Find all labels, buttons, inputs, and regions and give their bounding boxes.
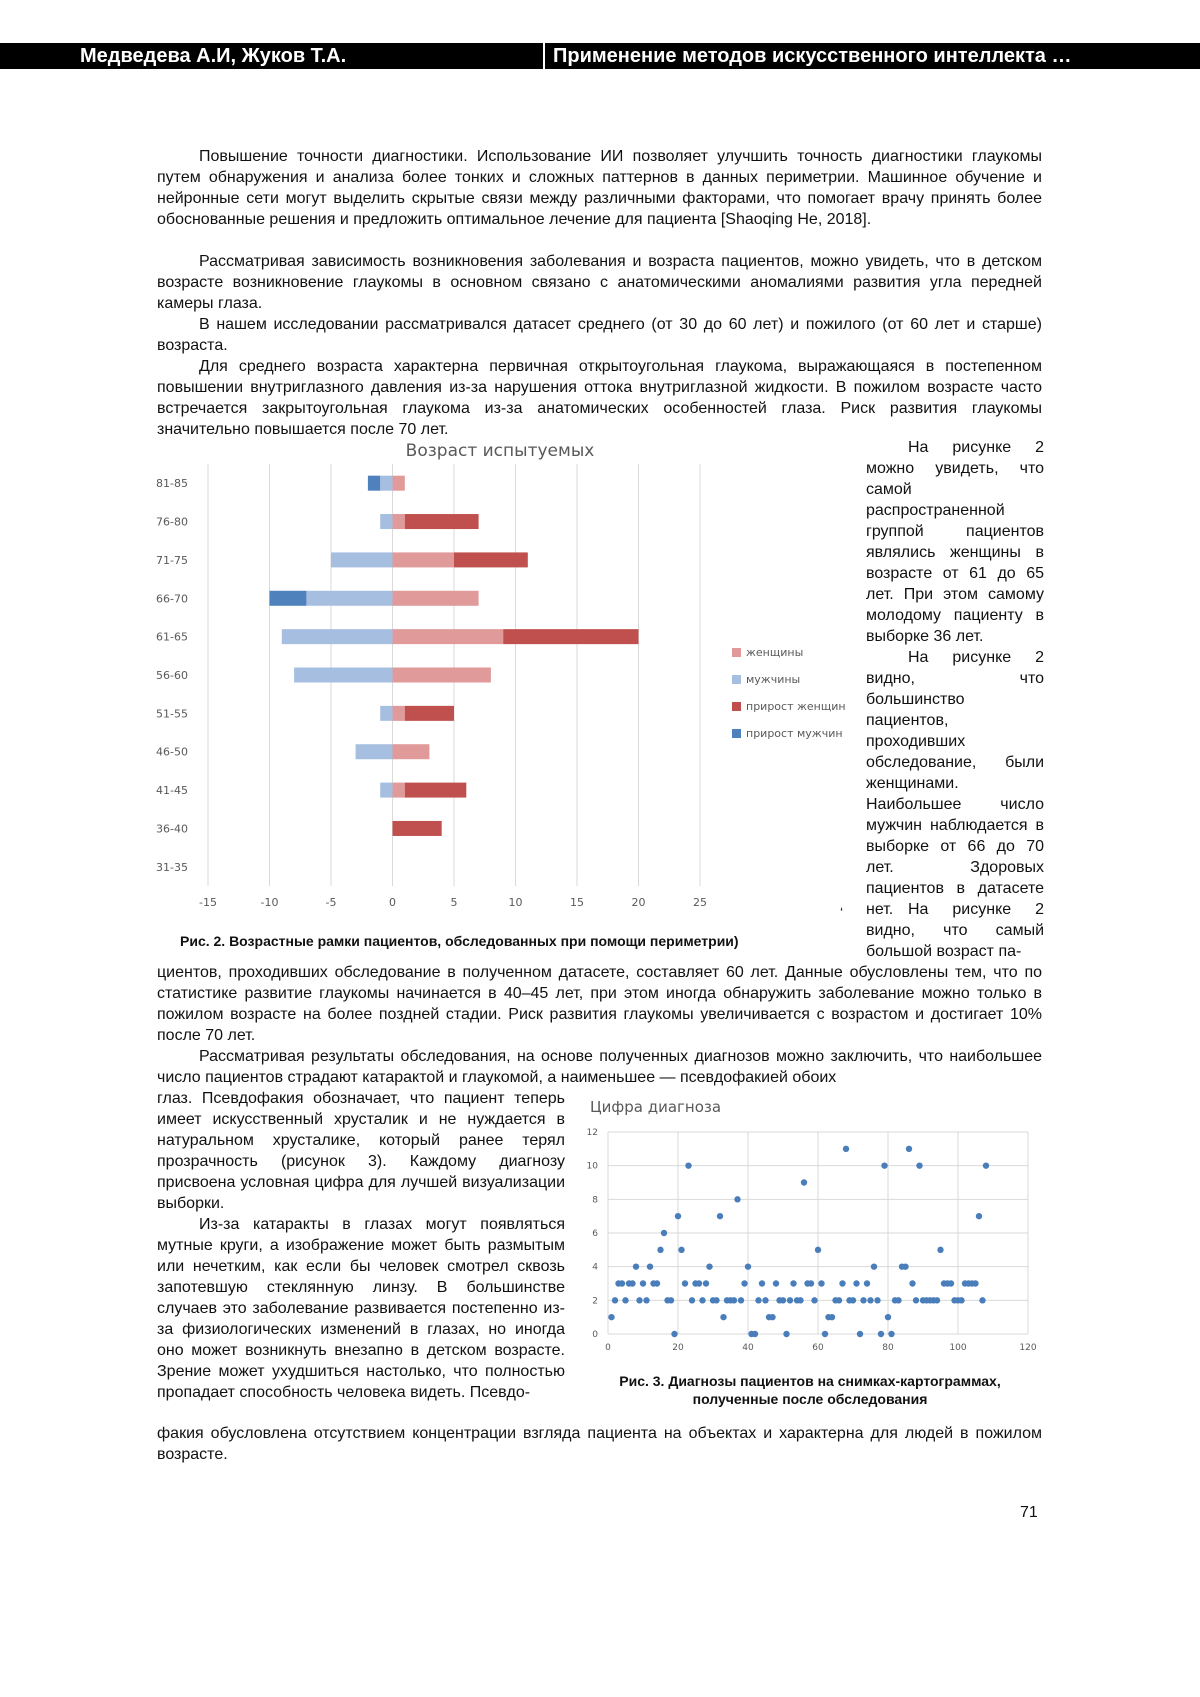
bar-66-70 [270, 591, 307, 606]
data-point [682, 1280, 688, 1286]
paragraph-age-max: циентов, проходивших обследование в полученном датасете, составляет 60 лет. Данные обусловлены тем, что по статистике развитие глаукомы начинается в 40–45 лет, при этом иногда обнаружить заболевание можно только в пожилом возрасте на более поздней стадии. Риск развития глаукомы увеличивается с возрастом и достигает 10% после 70 лет. [157, 962, 1042, 1046]
paragraph-pseudophakia: глаз. Псевдофакия обозначает, что пациент теперь имеет искусственный хрусталик и не нуждается в натуральном хрусталике, который ранее терял прозрачность (рисунок 3). Каждому диагнозу присвоена условная цифра для лучшей визуализации выборки. [157, 1088, 565, 1214]
data-point [689, 1297, 695, 1303]
data-point [640, 1280, 646, 1286]
data-point [934, 1297, 940, 1303]
data-point [881, 1162, 887, 1168]
running-header [0, 43, 1200, 69]
legend-swatch [732, 729, 741, 738]
data-point [902, 1263, 908, 1269]
bar-71-75 [331, 552, 393, 567]
data-point [668, 1297, 674, 1303]
x-tick-label: 40 [742, 1343, 754, 1353]
data-point [678, 1247, 684, 1253]
data-point [976, 1213, 982, 1219]
data-point [619, 1280, 625, 1286]
data-point [885, 1314, 891, 1320]
legend-swatch [732, 702, 741, 711]
figure-2-caption: Рис. 2. Возрастные рамки пациентов, обследованных при помощи периметрии) [180, 932, 830, 950]
data-point [780, 1297, 786, 1303]
paragraph-results: Рассматривая результаты обследования, на основе полученных диагнозов можно заключить, что наибольшее число пациентов страдают катарактой и глаукомой, а наименьшее — псевдофакией обоих [157, 1046, 1042, 1088]
y-tick-label: 31-35 [156, 861, 188, 874]
legend-label: прирост женщин [746, 700, 846, 713]
data-point [808, 1280, 814, 1286]
data-point [937, 1247, 943, 1253]
data-point [843, 1146, 849, 1152]
legend-label: мужчины [746, 673, 800, 686]
y-tick-label: 81-85 [156, 477, 188, 490]
data-point [706, 1263, 712, 1269]
data-point [839, 1280, 845, 1286]
bar-66-70 [393, 591, 479, 606]
data-point [906, 1146, 912, 1152]
data-point [633, 1263, 639, 1269]
page-number: 71 [1020, 1504, 1038, 1522]
bar-71-75 [393, 552, 455, 567]
data-point [860, 1297, 866, 1303]
data-point [612, 1297, 618, 1303]
bar-41-45 [393, 783, 405, 798]
data-point [797, 1297, 803, 1303]
x-tick-label: 80 [882, 1343, 894, 1353]
bar-61-65 [393, 629, 504, 644]
header-authors: Медведева А.И, Жуков Т.А. [80, 43, 540, 69]
data-point [983, 1162, 989, 1168]
bar-76-80 [393, 514, 405, 529]
x-tick-label: -15 [199, 896, 217, 909]
side-paragraph-2: На рисунке 2 видно, что большинство пациентов, проходивших обследование, были женщинами. Наибольшее число мужчин наблюдается в выборке от 66 до 70 лет. Здоровых пациентов в датасете нет. [866, 647, 1044, 920]
diagnosis-chart [576, 1090, 1046, 1355]
x-tick-label: 0 [389, 896, 396, 909]
bar-51-55 [405, 706, 454, 721]
bar-61-65 [282, 629, 393, 644]
chart-title: Цифра диагноза [590, 1098, 721, 1116]
data-point [643, 1297, 649, 1303]
data-point [878, 1331, 884, 1337]
data-point [864, 1280, 870, 1286]
x-tick-label: 20 [632, 896, 646, 909]
x-tick-label: 15 [570, 896, 584, 909]
data-point [867, 1297, 873, 1303]
y-tick-label: 41-45 [156, 784, 188, 797]
bar-66-70 [306, 591, 392, 606]
data-point [713, 1297, 719, 1303]
bar-41-45 [380, 783, 392, 798]
data-point [738, 1297, 744, 1303]
bar-46-50 [356, 744, 393, 759]
figure-3-caption-line-1: Рис. 3. Диагнозы пациентов на снимках-картограммах, [580, 1372, 1040, 1390]
legend-label: прирост мужчин [746, 727, 843, 740]
data-point [717, 1213, 723, 1219]
bar-51-55 [380, 706, 392, 721]
y-tick-label: 12 [587, 1128, 598, 1138]
bar-81-85 [368, 476, 380, 491]
figure-2 [150, 436, 850, 926]
data-point [853, 1280, 859, 1286]
bar-71-75 [454, 552, 528, 567]
data-point [801, 1179, 807, 1185]
paragraph-age-dependency: Рассматривая зависимость возникновения заболевания и возраста пациентов, можно увидеть, что в детском возрасте возникновение глаукомы в основном связано с анатомическими аномалиями развития угла передней камеры глаза. [157, 251, 1042, 314]
y-tick-label: 51-55 [156, 707, 188, 720]
bar-51-55 [393, 706, 405, 721]
data-point [871, 1263, 877, 1269]
data-point [787, 1297, 793, 1303]
data-point [762, 1297, 768, 1303]
legend-label: женщины [746, 646, 803, 659]
data-point [836, 1297, 842, 1303]
paragraph-accuracy: Повышение точности диагностики. Использование ИИ позволяет улучшить точность диагностики глаукомы путем обнаружения и анализа более тонких и сложных паттернов в данных периметрии. Машинное обучение и нейронные сети могут выделить скрытые связи между различными факторами, что помогает врачу принять более обоснованные решения и предложить оптимальное лечение для пациента [Shaoqing He, 2018]. [157, 146, 1042, 230]
data-point [661, 1230, 667, 1236]
data-point [720, 1314, 726, 1320]
data-point [822, 1331, 828, 1337]
data-point [811, 1297, 817, 1303]
data-point [790, 1280, 796, 1286]
data-point [909, 1280, 915, 1286]
data-point [731, 1297, 737, 1303]
data-point [979, 1297, 985, 1303]
data-point [622, 1297, 628, 1303]
data-point [741, 1280, 747, 1286]
data-point [888, 1331, 894, 1337]
data-point [815, 1247, 821, 1253]
data-point [696, 1280, 702, 1286]
y-tick-label: 56-60 [156, 669, 188, 682]
x-tick-label: 100 [949, 1343, 966, 1353]
x-tick-label: 10 [509, 896, 523, 909]
data-point [675, 1213, 681, 1219]
data-point [948, 1280, 954, 1286]
data-point [734, 1196, 740, 1202]
legend-swatch [732, 675, 741, 684]
y-tick-label: 76-80 [156, 516, 188, 529]
x-tick-label: 0 [605, 1343, 611, 1353]
bar-76-80 [405, 514, 479, 529]
x-tick-label: 25 [693, 896, 707, 909]
figure-3-caption-line-2: полученные после обследования [580, 1390, 1040, 1408]
data-point [783, 1331, 789, 1337]
data-point [699, 1297, 705, 1303]
y-tick-label: 6 [592, 1229, 598, 1239]
y-tick-label: 61-65 [156, 631, 188, 644]
paragraph-pseudophakia-end: факия обусловлена отсутствием концентрации взгляда пациента на объектах и характерна для людей в пожилом возрасте. [157, 1423, 1042, 1465]
data-point [629, 1280, 635, 1286]
side-paragraph-1: На рисунке 2 можно увидеть, что самой распространенной группой пациентов являлись женщины в возрасте от 61 до 65 лет. При этом самому молодому пациенту в выборке 36 лет. [866, 437, 1044, 647]
y-tick-label: 66-70 [156, 592, 188, 605]
x-tick-label: 20 [672, 1343, 684, 1353]
x-tick-label: 120 [1019, 1343, 1036, 1353]
data-point [745, 1263, 751, 1269]
bar-81-85 [393, 476, 405, 491]
data-point [636, 1297, 642, 1303]
data-point [703, 1280, 709, 1286]
side-paragraph-3: На рисунке 2 видно, что самый большой возраст па- [866, 899, 1044, 962]
data-point [874, 1297, 880, 1303]
data-point [818, 1280, 824, 1286]
figure-3 [576, 1090, 1046, 1355]
bar-56-60 [393, 668, 491, 683]
age-chart [150, 436, 850, 926]
data-point [608, 1314, 614, 1320]
data-point [685, 1162, 691, 1168]
data-point [654, 1280, 660, 1286]
bar-76-80 [380, 514, 392, 529]
data-point [755, 1297, 761, 1303]
y-tick-label: 8 [592, 1195, 598, 1205]
data-point [958, 1297, 964, 1303]
bar-46-50 [393, 744, 430, 759]
y-tick-label: 4 [592, 1263, 598, 1273]
bar-36-40 [393, 821, 442, 836]
data-point [916, 1162, 922, 1168]
y-tick-label: 2 [592, 1296, 598, 1306]
data-point [850, 1297, 856, 1303]
bar-41-45 [405, 783, 467, 798]
y-tick-label: 46-50 [156, 746, 188, 759]
bar-56-60 [294, 668, 392, 683]
chart-title: Возраст испытуемых [406, 441, 595, 461]
header-title: Применение методов искусственного интеллекта … [543, 43, 1200, 69]
data-point [895, 1297, 901, 1303]
stray-mark: ‘ [840, 902, 860, 923]
data-point [671, 1331, 677, 1337]
paragraph-dataset: В нашем исследовании рассматривался датасет среднего (от 30 до 60 лет) и пожилого (от 60 лет и старше) возраста. [157, 314, 1042, 356]
data-point [857, 1331, 863, 1337]
y-tick-label: 0 [592, 1330, 598, 1340]
legend-swatch [732, 648, 741, 657]
x-tick-label: -5 [326, 896, 337, 909]
data-point [752, 1331, 758, 1337]
data-point [913, 1297, 919, 1303]
y-tick-label: 10 [587, 1162, 599, 1172]
y-tick-label: 71-75 [156, 554, 188, 567]
data-point [647, 1263, 653, 1269]
data-point [657, 1247, 663, 1253]
data-point [759, 1280, 765, 1286]
data-point [829, 1314, 835, 1320]
bar-61-65 [503, 629, 638, 644]
y-tick-label: 36-40 [156, 822, 188, 835]
paragraph-cataract: Из-за катаракты в глазах могут появляться мутные круги, а изображение может быть размытым или нечетким, как если бы человек смотрел сквозь запотевшую стеклянную линзу. В большинстве случаев это заболевание развивается постепенно из-за физиологических изменений в глазах, но иногда оно может возникнуть внезапно в детском возрасте. Зрение может ухудшиться настолько, что полностью пропадает способность человека видеть. Псевдо- [157, 1214, 565, 1403]
data-point [972, 1280, 978, 1286]
x-tick-label: -10 [261, 896, 279, 909]
bar-81-85 [380, 476, 392, 491]
data-point [769, 1314, 775, 1320]
x-tick-label: 60 [812, 1343, 824, 1353]
data-point [773, 1280, 779, 1286]
paragraph-glaucoma-types: Для среднего возраста характерна первичная открытоугольная глаукома, выражающаяся в постепенном повышении внутриглазного давления из-за нарушения оттока внутриглазной жидкости. В пожилом возрасте часто встречается закрытоугольная глаукома из-за анатомических особенностей глаза. Риск развития глаукомы значительно повышается после 70 лет. [157, 356, 1042, 440]
x-tick-label: 5 [451, 896, 458, 909]
